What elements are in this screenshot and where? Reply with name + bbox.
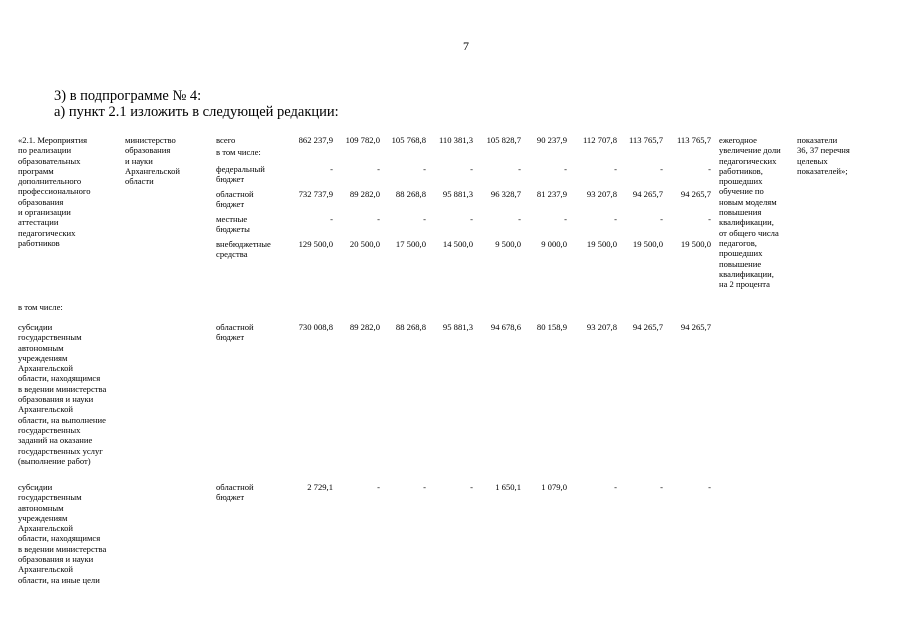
funding-value: 20 500,0 xyxy=(349,239,380,249)
subsidy-other-value: - xyxy=(470,482,473,492)
subsidy-other-source: областной бюджет xyxy=(216,482,254,503)
subprogram-heading: 3) в подпрограмме № 4: xyxy=(54,88,202,104)
funding-value: - xyxy=(660,214,663,224)
funding-source-label: областной бюджет xyxy=(216,189,254,210)
funding-source-label: местные бюджеты xyxy=(216,214,250,235)
funding-value: - xyxy=(708,164,711,174)
funding-value: 90 237,9 xyxy=(536,135,567,145)
funding-value: 14 500,0 xyxy=(442,239,473,249)
funding-value: - xyxy=(708,214,711,224)
funding-value: - xyxy=(470,164,473,174)
subsidy-state-task-value: 94 265,7 xyxy=(632,322,663,332)
subsidy-other-value: - xyxy=(614,482,617,492)
funding-value: 9 000,0 xyxy=(541,239,567,249)
funding-value: 105 768,8 xyxy=(391,135,426,145)
result-text: ежегодное увеличение доли педагогических работников, прошедших обучение по новым моделям повышения квалификации, от общего числа педагогов, прошедших повышение квалификации, на 2 процента xyxy=(719,135,781,290)
subsidy-state-task-source: областной бюджет xyxy=(216,322,254,343)
funding-value: 109 782,0 xyxy=(345,135,380,145)
funding-value: 94 265,7 xyxy=(632,189,663,199)
funding-value: - xyxy=(423,214,426,224)
funding-value: 732 737,9 xyxy=(298,189,333,199)
subsidy-other-text: субсидии государственным автономным учреждениям Архангельской области, находящимся в ведении министерства образования и науки Архангельской области, на иные цели xyxy=(18,482,107,585)
funding-value: 19 500,0 xyxy=(586,239,617,249)
funding-value: - xyxy=(330,214,333,224)
funding-value: - xyxy=(377,164,380,174)
subsidy-state-task-value: 88 268,8 xyxy=(395,322,426,332)
funding-value: - xyxy=(518,214,521,224)
subsidy-other-value: - xyxy=(423,482,426,492)
subsidy-other-value: - xyxy=(660,482,663,492)
funding-value: 88 268,8 xyxy=(395,189,426,199)
subsidy-state-task-value: 95 881,3 xyxy=(442,322,473,332)
funding-value: 19 500,0 xyxy=(680,239,711,249)
subsidy-other-value: 2 729,1 xyxy=(307,482,333,492)
subsidy-state-task-value: 730 008,8 xyxy=(298,322,333,332)
funding-value: - xyxy=(564,214,567,224)
funding-value: - xyxy=(518,164,521,174)
funding-value: - xyxy=(614,164,617,174)
funding-value: 113 765,7 xyxy=(676,135,711,145)
funding-value: - xyxy=(614,214,617,224)
funding-value: 862 237,9 xyxy=(298,135,333,145)
funding-value: 129 500,0 xyxy=(298,239,333,249)
subsidy-state-task-value: 94 678,6 xyxy=(490,322,521,332)
funding-value: 96 328,7 xyxy=(490,189,521,199)
funding-value: 113 765,7 xyxy=(628,135,663,145)
including-label: в том числе: xyxy=(18,302,63,312)
subsidy-other-value: - xyxy=(377,482,380,492)
funding-source-label: всего xyxy=(216,135,236,145)
funding-value: 19 500,0 xyxy=(632,239,663,249)
funding-source-label: федеральный бюджет xyxy=(216,164,265,185)
subsidy-state-task-value: 93 207,8 xyxy=(586,322,617,332)
subsidy-state-task-value: 94 265,7 xyxy=(680,322,711,332)
funding-value: 95 881,3 xyxy=(442,189,473,199)
funding-value: 94 265,7 xyxy=(680,189,711,199)
subsidy-state-task-text: субсидии государственным автономным учреждениям Архангельской области, находящимся в ведении министерства образования и науки Архангельской области, на выполнение государственных заданий на оказание государственных услуг (выполнение работ) xyxy=(18,322,107,466)
subsidy-other-value: - xyxy=(708,482,711,492)
funding-value: 110 381,3 xyxy=(438,135,473,145)
funding-value: 105 828,7 xyxy=(486,135,521,145)
funding-value: 9 500,0 xyxy=(495,239,521,249)
indicators-text: показатели 36, 37 перечня целевых показателей»; xyxy=(797,135,850,176)
funding-value: 17 500,0 xyxy=(395,239,426,249)
funding-value: - xyxy=(660,164,663,174)
executor-text: министерство образования и науки Архангельской области xyxy=(125,135,180,187)
funding-value: - xyxy=(470,214,473,224)
subsidy-other-value: 1 650,1 xyxy=(495,482,521,492)
subsidy-state-task-value: 80 158,9 xyxy=(536,322,567,332)
funding-value: - xyxy=(564,164,567,174)
subsidy-state-task-value: 89 282,0 xyxy=(349,322,380,332)
funding-value: 89 282,0 xyxy=(349,189,380,199)
funding-value: - xyxy=(377,214,380,224)
funding-source-label: внебюджетные средства xyxy=(216,239,271,260)
page-number: 7 xyxy=(463,39,469,53)
subsidy-other-value: 1 079,0 xyxy=(541,482,567,492)
funding-value: 93 207,8 xyxy=(586,189,617,199)
measure-2-1-text: «2.1. Мероприятия по реализации образовательных программ дополнительного профессионального образования и организации аттестации педагогических работников xyxy=(18,135,91,248)
funding-source-label: в том числе: xyxy=(216,147,261,157)
funding-value: 112 707,8 xyxy=(582,135,617,145)
funding-value: - xyxy=(423,164,426,174)
funding-value: 81 237,9 xyxy=(536,189,567,199)
item-heading: а) пункт 2.1 изложить в следующей редакции: xyxy=(54,104,339,120)
funding-value: - xyxy=(330,164,333,174)
